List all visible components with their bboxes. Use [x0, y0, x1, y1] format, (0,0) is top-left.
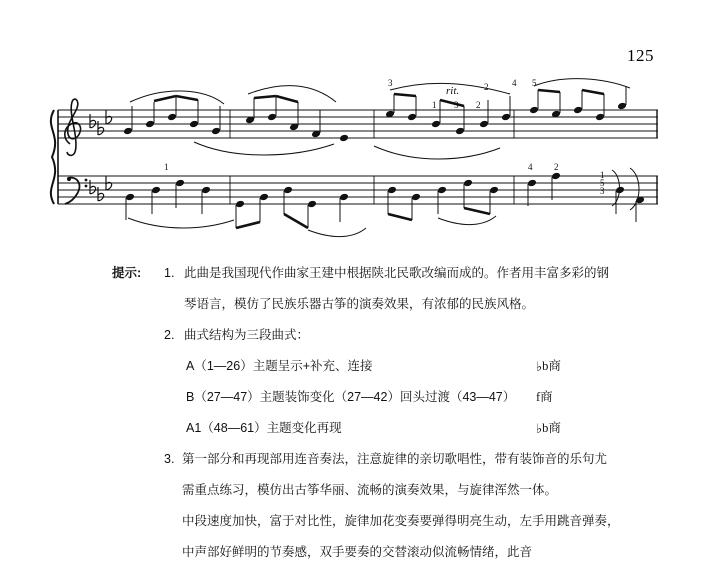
form-row-b-label: B（27—47）主题装饰变化（27—42）回头过渡（43—47）	[186, 390, 516, 404]
note-item-3	[164, 444, 642, 563]
svg-text:5: 5	[532, 78, 537, 88]
form-row-a1	[164, 413, 642, 444]
notes-body	[164, 258, 642, 563]
flat-sign-icon-2: ♭	[536, 421, 543, 436]
form-row-b	[164, 382, 642, 413]
page-number: 125	[627, 46, 654, 65]
form-row-a	[164, 351, 642, 382]
svg-text:4: 4	[512, 78, 517, 88]
svg-text:1: 1	[600, 170, 605, 180]
form-row-a1-label: A1（48—61）主题变化再现	[186, 421, 342, 435]
notes-label: 提示:	[112, 266, 142, 280]
form-row-a-label: A（1—26）主题呈示+补充、连接	[186, 359, 373, 373]
svg-text:3: 3	[454, 100, 459, 110]
svg-text:4: 4	[528, 162, 533, 172]
svg-text:2: 2	[476, 100, 481, 110]
note-item-3-line-3: 中段速度加快，富于对比性，旋律加花变奏要弹得明亮生动，左手用跳音弹奏，	[182, 514, 620, 528]
note-item-3-text	[182, 444, 642, 563]
note-item-2-text: 曲式结构为三段曲式：	[184, 328, 310, 342]
svg-text:2: 2	[484, 82, 489, 92]
notes-row-1	[112, 258, 642, 563]
svg-text:3: 3	[388, 78, 393, 88]
practice-notes	[112, 258, 642, 563]
svg-text:1: 1	[164, 162, 169, 172]
note-item-1-line-2: 琴语言，模仿了民族乐器古筝的演奏效果，有浓郁的民族风格。	[184, 297, 535, 311]
note-item-1-text	[184, 258, 642, 320]
form-row-a-key	[536, 351, 561, 382]
form-row-a1-key	[536, 413, 561, 444]
form-row-a-key-text: b商	[542, 359, 561, 373]
svg-text:1: 1	[432, 100, 437, 110]
tempo-marking: rit.	[446, 85, 460, 97]
form-row-a1-key-text: b商	[542, 421, 561, 435]
music-score	[44, 72, 662, 242]
note-item-1	[164, 258, 642, 320]
svg-text:2: 2	[554, 162, 559, 172]
form-row-b-key: f商	[536, 390, 553, 404]
svg-text:5: 5	[600, 178, 605, 188]
note-item-3-line-4: 中声部好鲜明的节奏感，双手要奏的交替滚动似流畅情绪，此音	[182, 545, 533, 559]
svg-text:3: 3	[600, 186, 605, 196]
flat-sign-icon: ♭	[536, 359, 543, 374]
note-item-2	[164, 320, 642, 351]
note-item-3-line-1: 第一部分和再现部用连音奏法，注意旋律的亲切歌唱性，带有装饰音的乐句尤	[182, 452, 608, 466]
note-item-1-line-1: 此曲是我国现代作曲家王建中根据陕北民歌改编而成的。作者用丰富多彩的钢	[184, 266, 610, 280]
note-item-1-number: 1.	[164, 266, 175, 280]
note-item-2-number: 2.	[164, 328, 175, 342]
note-item-3-line-2: 需重点练习，模仿出古筝华丽、流畅的演奏效果，与旋律浑然一体。	[182, 483, 558, 497]
note-item-3-number: 3.	[164, 452, 175, 466]
